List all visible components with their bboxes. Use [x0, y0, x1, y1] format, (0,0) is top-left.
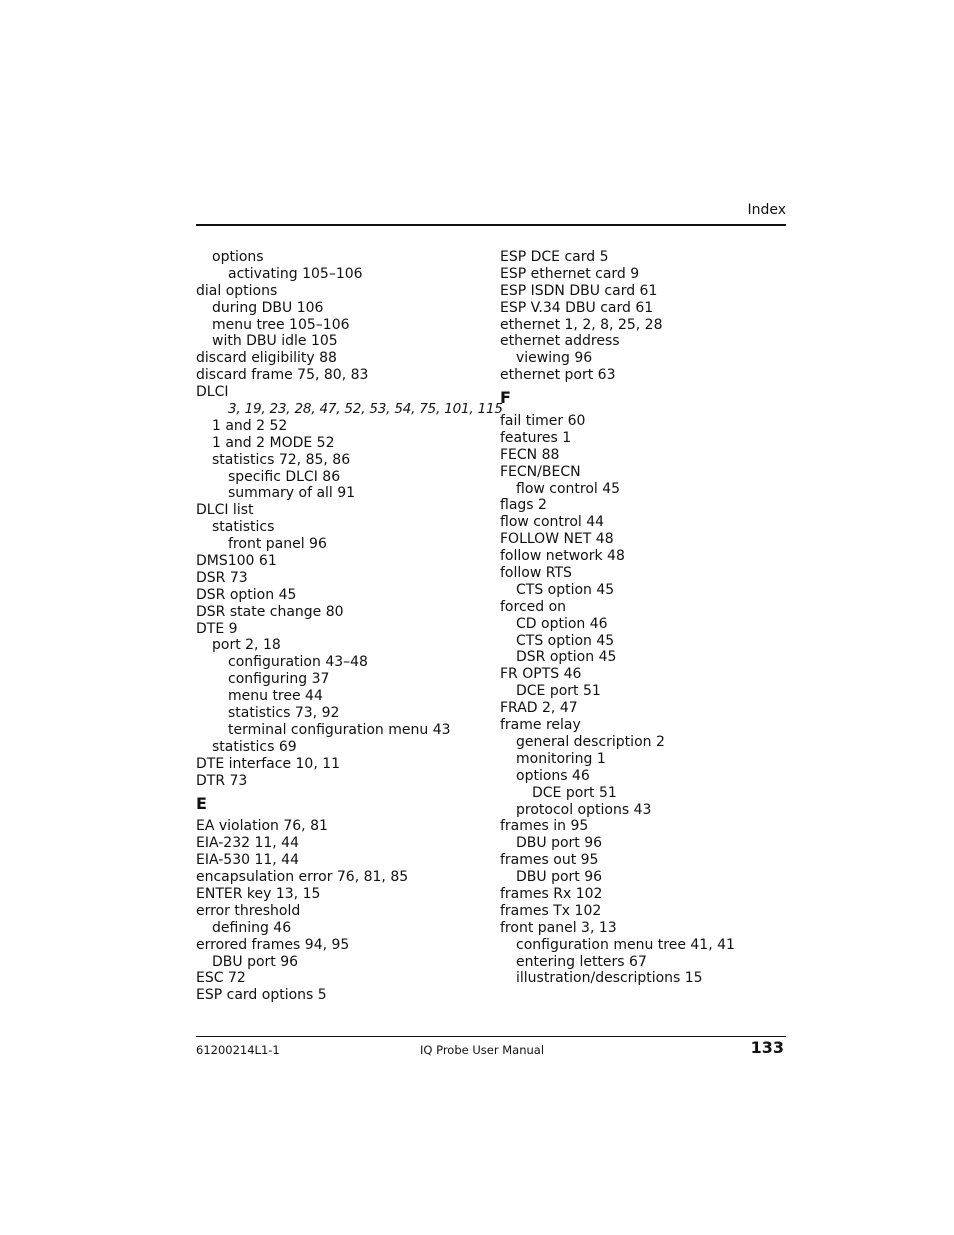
index-entry: front panel 3, 13 [500, 919, 617, 936]
index-entry: flow control 44 [500, 514, 605, 531]
index-entry: DTE interface 10, 11 [196, 755, 341, 772]
index-column-left [196, 249, 503, 1004]
section-letter: E [196, 793, 207, 813]
index-entry: frames Tx 102 [500, 902, 602, 919]
index-entry: summary of all 91 [228, 485, 356, 502]
index-entry: statistics [212, 519, 275, 536]
index-entry: 1 and 2 52 [212, 417, 288, 434]
index-entry: statistics 72, 85, 86 [212, 451, 351, 468]
index-entry: CD option 46 [516, 615, 608, 632]
index-entry: DTR 73 [196, 772, 248, 789]
index-entry: encapsulation error 76, 81, 85 [196, 869, 409, 886]
index-entry: fail timer 60 [500, 413, 586, 430]
index-entry: DBU port 96 [516, 869, 603, 886]
index-entry: dial options [196, 282, 278, 299]
index-entry: EA violation 76, 81 [196, 818, 328, 835]
index-entry: DLCI list [196, 502, 254, 519]
index-entry: ESP ethernet card 9 [500, 265, 640, 282]
index-entry: general description 2 [516, 733, 665, 750]
index-entry: frames in 95 [500, 818, 589, 835]
index-entry: ethernet 1, 2, 8, 25, 28 [500, 316, 663, 333]
index-entry: FR OPTS 46 [500, 666, 582, 683]
index-entry: viewing 96 [516, 350, 593, 367]
index-entry: frame relay [500, 717, 581, 734]
index-entry: ethernet address [500, 333, 620, 350]
index-entry: statistics 73, 92 [228, 705, 340, 722]
index-entry: defining 46 [212, 919, 292, 936]
index-entry: configuring 37 [228, 671, 330, 688]
index-entry: protocol options 43 [516, 801, 652, 818]
index-entry: DBU port 96 [212, 953, 299, 970]
index-entry: DBU port 96 [516, 835, 603, 852]
index-entry: DTE 9 [196, 620, 238, 637]
section-letter: F [500, 388, 511, 408]
index-entry: errored frames 94, 95 [196, 936, 350, 953]
index-entry: menu tree 44 [228, 688, 323, 705]
index-entry: DLCI [196, 384, 229, 401]
index-entry: port 2, 18 [212, 637, 281, 654]
index-entry: statistics 69 [212, 738, 297, 755]
index-column-right [500, 249, 800, 987]
index-entry: 1 and 2 MODE 52 [212, 434, 335, 451]
index-entry: 3, 19, 23, 28, 47, 52, 53, 54, 75, 101, 115 [228, 401, 503, 418]
index-entry: CTS option 45 [516, 581, 615, 598]
index-entry: configuration 43–48 [228, 654, 368, 671]
index-entry: error threshold [196, 902, 301, 919]
index-entry: flow control 45 [516, 480, 621, 497]
index-entry: activating 105–106 [228, 265, 363, 282]
index-entry: monitoring 1 [516, 750, 606, 767]
index-entry: ESP card options 5 [196, 987, 327, 1004]
index-entry: discard eligibility 88 [196, 350, 337, 367]
index-entry: with DBU idle 105 [212, 333, 338, 350]
index-entry: FOLLOW NET 48 [500, 531, 614, 548]
index-entry: FECN 88 [500, 446, 560, 463]
index-entry: terminal configuration menu 43 [228, 721, 451, 738]
manual-title: IQ Probe User Manual [420, 1043, 545, 1057]
index-entry: options 46 [516, 767, 590, 784]
index-entry: follow RTS [500, 565, 572, 582]
index-entry: EIA-232 11, 44 [196, 835, 299, 852]
running-head: Index [747, 202, 786, 218]
index-entry: EIA-530 11, 44 [196, 852, 299, 869]
index-entry: menu tree 105–106 [212, 316, 350, 333]
index-entry: ethernet port 63 [500, 367, 616, 384]
index-entry: forced on [500, 598, 567, 615]
index-entry: DSR option 45 [516, 649, 617, 666]
index-entry: discard frame 75, 80, 83 [196, 367, 369, 384]
index-entry: front panel 96 [228, 536, 327, 553]
index-entry: options [212, 249, 264, 265]
footer-rule [196, 1036, 786, 1037]
index-entry: DCE port 51 [516, 683, 601, 700]
index-entry: ESC 72 [196, 970, 246, 987]
index-entry: configuration menu tree 41, 41 [516, 936, 735, 953]
index-entry: DCE port 51 [532, 784, 617, 801]
index-entry: FRAD 2, 47 [500, 700, 578, 717]
index-entry: flags 2 [500, 497, 547, 514]
index-entry: frames Rx 102 [500, 885, 603, 902]
index-entry: ESP V.34 DBU card 61 [500, 299, 654, 316]
index-entry: features 1 [500, 429, 572, 446]
index-entry: CTS option 45 [516, 632, 615, 649]
index-entry: ESP DCE card 5 [500, 249, 609, 265]
index-entry: specific DLCI 86 [228, 468, 341, 485]
header-rule [196, 224, 786, 226]
page-number: 133 [750, 1038, 784, 1057]
index-entry: DSR 73 [196, 569, 248, 586]
index-entry: follow network 48 [500, 548, 625, 565]
index-entry: DSR state change 80 [196, 603, 344, 620]
index-entry: during DBU 106 [212, 299, 324, 316]
index-entry: entering letters 67 [516, 953, 647, 970]
index-entry: DSR option 45 [196, 586, 297, 603]
index-entry: frames out 95 [500, 852, 599, 869]
index-entry: illustration/descriptions 15 [516, 970, 703, 987]
index-entry: ESP ISDN DBU card 61 [500, 282, 658, 299]
index-entry: DMS100 61 [196, 553, 277, 570]
doc-number: 61200214L1-1 [196, 1043, 280, 1057]
index-entry: ENTER key 13, 15 [196, 885, 321, 902]
index-entry: FECN/BECN [500, 463, 581, 480]
